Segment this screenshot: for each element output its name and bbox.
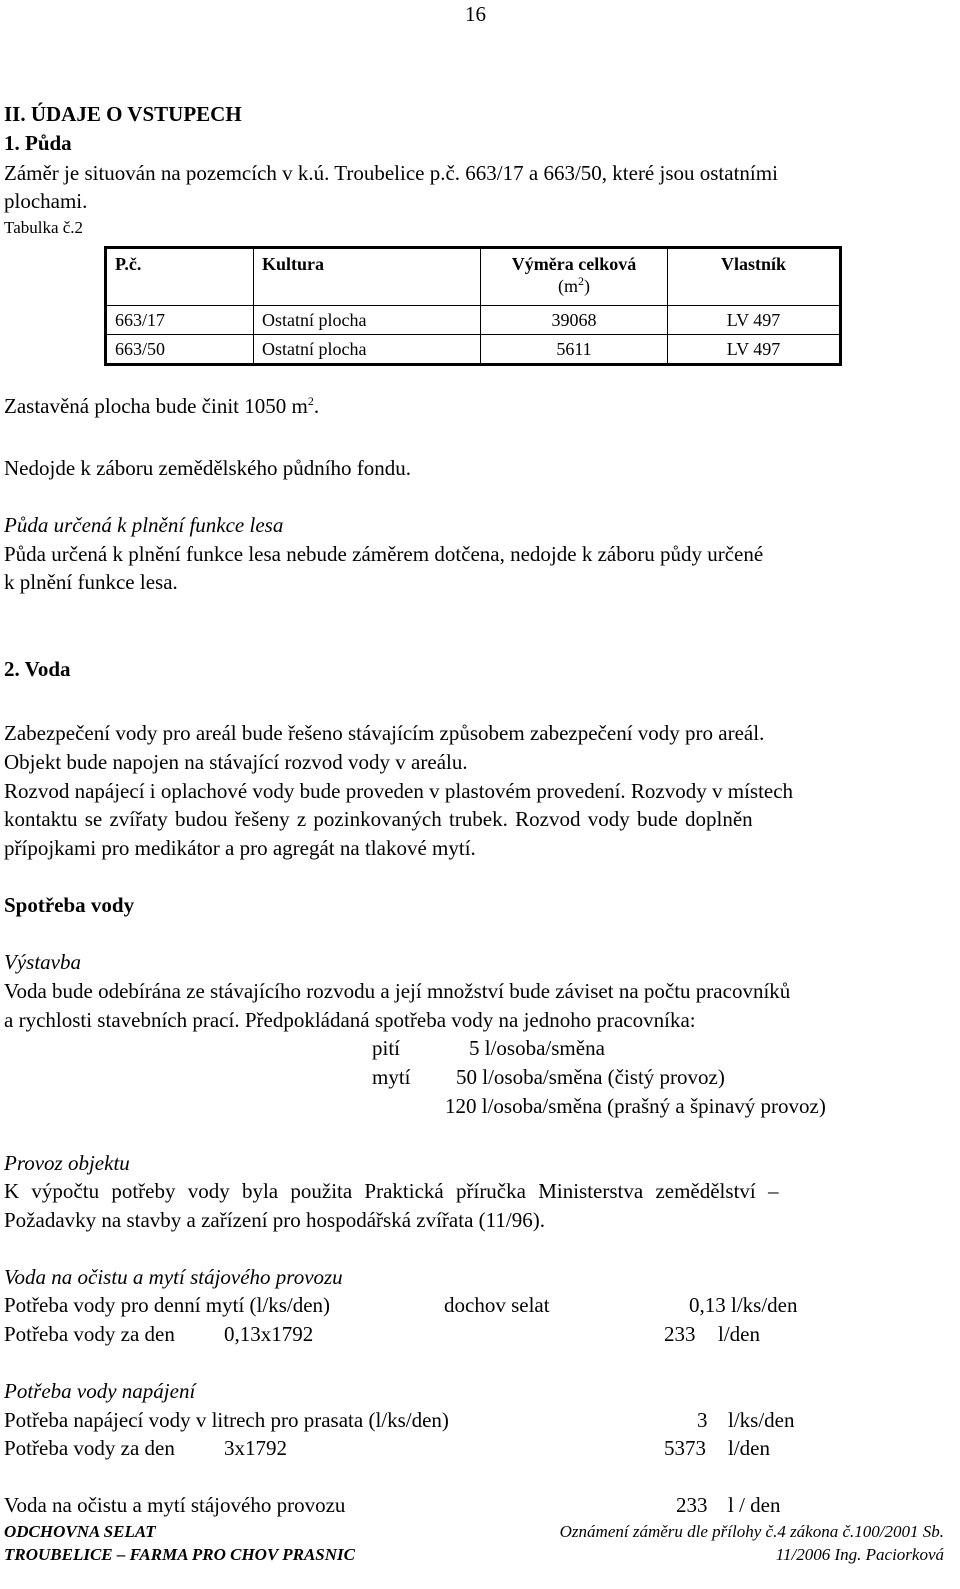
footer-project-location: TROUBELICE – FARMA PRO CHOV PRASNIC <box>4 1545 355 1564</box>
cleaning-row-2-value: 233 <box>664 1322 696 1346</box>
construction-heading: Výstavba <box>4 950 81 974</box>
cell-culture: Ostatní plocha <box>254 335 481 365</box>
table-row <box>106 335 841 365</box>
cleaning-row-2-unit: l/den <box>718 1322 760 1346</box>
intro-line-2: plochami. <box>4 189 88 213</box>
intro-line-1 <box>4 159 944 187</box>
summary-label: Voda na očistu a mytí stájového provozu <box>4 1493 346 1517</box>
table-header-row <box>106 248 841 306</box>
cell-parcel: 663/17 <box>106 306 254 335</box>
summary-value: 233 <box>676 1493 708 1517</box>
footer-author: 11/2006 Ing. Paciorková <box>775 1545 944 1564</box>
wash-label: mytí <box>372 1065 411 1089</box>
soil-heading: 1. Půda <box>4 131 72 155</box>
feeding-row-2-label: Potřeba vody za den <box>4 1436 175 1460</box>
footer-project-name: ODCHOVNA SELAT <box>4 1522 156 1541</box>
cleaning-row-2-calc: 0,13x1792 <box>224 1322 314 1346</box>
cell-owner: LV 497 <box>668 335 841 365</box>
consumption-heading: Spotřeba vody <box>4 893 135 917</box>
operation-heading: Provoz objektu <box>4 1151 130 1175</box>
feeding-row-1-label: Potřeba napájecí vody v litrech pro prasata (l/ks/den) <box>4 1408 449 1432</box>
feeding-heading: Potřeba vody napájení <box>4 1379 196 1403</box>
section-heading: II. ÚDAJE O VSTUPECH <box>4 102 242 126</box>
drink-label: pití <box>372 1036 401 1060</box>
water-paragraph-1: Zabezpečení vody pro areál bude řešeno stávajícím způsobem zabezpečení vody pro areál. <box>4 721 765 745</box>
cleaning-row-1-label: Potřeba vody pro denní mytí (l/ks/den) <box>4 1293 331 1317</box>
header-area <box>481 248 668 306</box>
forest-heading: Půda určená k plnění funkce lesa <box>4 513 284 537</box>
built-area-text: Zastavěná plocha bude činit 1050 $m^2$. <box>4 394 320 418</box>
cell-parcel: 663/50 <box>106 335 254 365</box>
no-agri-loss-text: Nedojde k záboru zemědělského půdního fondu. <box>4 456 412 480</box>
feeding-row-2-value: 5373 <box>664 1436 706 1460</box>
table-row <box>106 306 841 335</box>
cleaning-row-2-label: Potřeba vody za den <box>4 1322 175 1346</box>
page-number: 16 <box>465 2 486 26</box>
parcel-table <box>104 246 842 366</box>
drink-value: 5 l/osoba/směna <box>469 1036 605 1060</box>
water-paragraph-3-line-1: Rozvod napájecí i oplachové vody bude proveden v plastovém provedení. Rozvody v místech <box>4 779 794 803</box>
cleaning-row-1-value: 0,13 l/ks/den <box>689 1293 798 1317</box>
cleaning-heading: Voda na očistu a mytí stájového provozu <box>4 1265 343 1289</box>
cell-culture: Ostatní plocha <box>254 306 481 335</box>
water-paragraph-3-line-3: přípojkami pro medikátor a pro agregát na tlakové mytí. <box>4 836 476 860</box>
construction-line-1: Voda bude odebírána ze stávajícího rozvodu a její množství bude záviset na počtu pracovníků <box>4 979 791 1003</box>
feeding-row-2-calc: 3x1792 <box>224 1436 287 1460</box>
summary-unit: l / den <box>728 1493 781 1517</box>
header-culture: Kultura <box>254 248 481 306</box>
cell-area: 5611 <box>481 335 668 365</box>
wash-value-clean: 50 l/osoba/směna (čistý provoz) <box>456 1065 725 1089</box>
operation-line-2: Požadavky na stavby a zařízení pro hospodářská zvířata (11/96). <box>4 1208 545 1232</box>
cell-area: 39068 <box>481 306 668 335</box>
wash-value-dirty: 120 l/osoba/směna (prašný a špinavý provoz) <box>445 1094 826 1118</box>
feeding-row-1-value: 3 <box>697 1408 708 1432</box>
forest-line-2: k plnění funkce lesa. <box>4 570 178 594</box>
intro-line-1-text: Záměr je situován na pozemcích v k.ú. Troubelice p.č. 663/17 a 663/50, které jsou ostatními <box>4 161 778 185</box>
construction-line-2: a rychlosti stavebních prací. Předpokládaná spotřeba vody na jednoho pracovníka: <box>4 1008 696 1032</box>
operation-line-1: K výpočtu potřeby vody byla použita Praktická příručka Ministerstva zemědělství – <box>4 1179 779 1203</box>
water-heading: 2. Voda <box>4 657 71 681</box>
header-owner: Vlastník <box>668 248 841 306</box>
forest-line-1: Půda určená k plnění funkce lesa nebude záměrem dotčena, nedojde k záboru půdy určené <box>4 542 764 566</box>
water-paragraph-3-line-2: kontaktu se zvířaty budou řešeny z pozinkovaných trubek. Rozvod vody bude doplněn <box>4 807 753 831</box>
header-parcel: P.č. <box>106 248 254 306</box>
footer-document-type: Oznámení záměru dle přílohy č.4 zákona č.100/2001 Sb. <box>559 1522 944 1541</box>
header-area-title: Výměra celková <box>511 254 637 274</box>
cell-owner: LV 497 <box>668 306 841 335</box>
table-caption: Tabulka č.2 <box>4 218 84 237</box>
water-paragraph-2: Objekt bude napojen na stávající rozvod vody v areálu. <box>4 750 468 774</box>
header-area-unit: $(m^2)$ <box>558 274 590 296</box>
cleaning-row-1-mid: dochov selat <box>444 1293 550 1317</box>
feeding-row-1-unit: l/ks/den <box>728 1408 795 1432</box>
feeding-row-2-unit: l/den <box>728 1436 770 1460</box>
